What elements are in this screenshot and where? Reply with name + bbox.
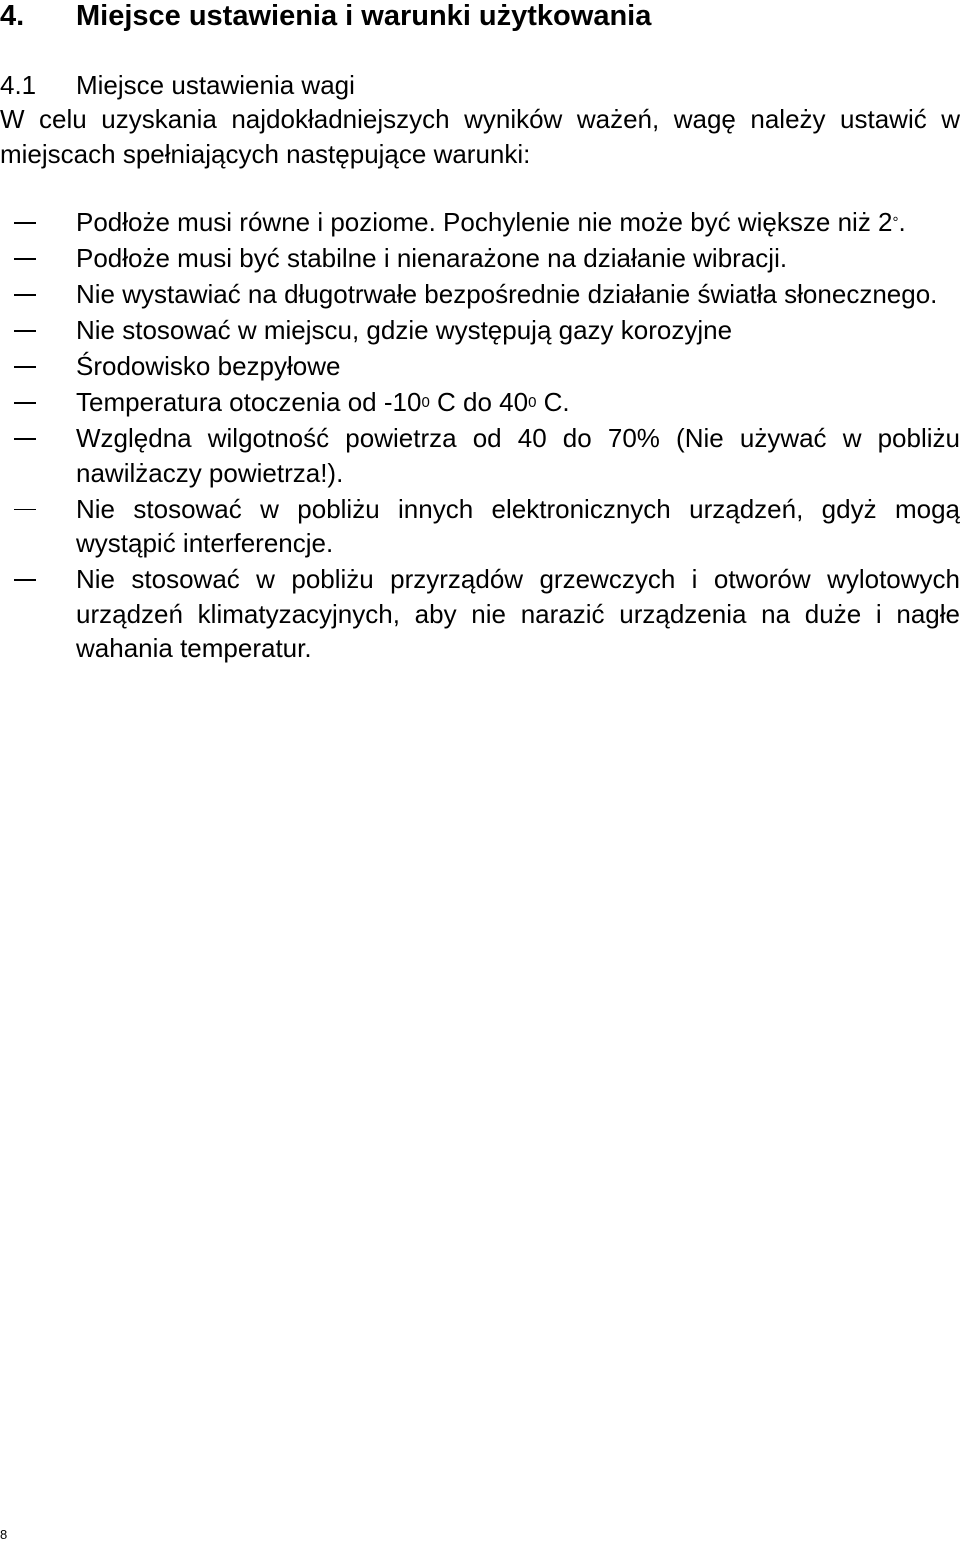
list-item-text: Nie stosować w miejscu, gdzie występują gazy korozyjne — [76, 315, 733, 345]
superscript: 0 — [421, 394, 430, 411]
section-heading — [0, 0, 960, 32]
list-item — [0, 277, 960, 312]
list-item-text: Względna wilgotność powietrza od 40 do 70% (Nie używać w pobliżu nawilżaczy powietrza!). — [76, 423, 960, 488]
list-item-text: Temperatura otoczenia od $-10^0$ C do $40^0$ C. — [76, 387, 570, 417]
dash-bullet-icon — [14, 366, 36, 368]
subsection-heading — [0, 68, 355, 102]
list-item-text: Podłoże musi być stabilne i nienarażone na działanie wibracji. — [76, 243, 788, 273]
list-item-text: Nie stosować w pobliżu innych elektronicznych urządzeń, gdyż mogą wystąpić interferencje. — [76, 493, 960, 558]
intro-paragraph: W celu uzyskania najdokładniejszych wyników ważeń, wagę należy ustawić w miejscach spełniających następujące warunki: — [0, 104, 960, 169]
list-item — [0, 349, 960, 384]
conditions-list — [0, 205, 960, 667]
list-item-text: Środowisko bezpyłowe — [76, 351, 341, 381]
list-item-text: Nie stosować w pobliżu przyrządów grzewczych i otworów wylotowych urządzeń klimatyzacyjnych, aby nie narazić urządzenia na duże i nagłe wahania temperatur. — [76, 564, 960, 663]
dash-bullet-icon — [14, 222, 36, 224]
subsection-number: 4.1 — [0, 70, 37, 100]
dash-bullet-icon — [14, 509, 36, 511]
dash-bullet-icon — [14, 579, 36, 581]
list-item — [0, 241, 960, 276]
list-item-text: Podłoże musi równe i poziome. Pochylenie nie może być większe niż 2°. — [76, 207, 906, 237]
section-title: Miejsce ustawienia i warunki użytkowania — [76, 0, 652, 32]
dash-bullet-icon — [14, 258, 36, 260]
page-number: 8 — [0, 1527, 8, 1542]
dash-bullet-icon — [14, 294, 36, 296]
list-item-text: Nie wystawiać na długotrwałe bezpośrednie działanie światła słonecznego. — [76, 279, 938, 309]
list-item — [0, 385, 960, 420]
subsection-title: Miejsce ustawienia wagi — [76, 70, 355, 100]
dash-bullet-icon — [14, 438, 36, 440]
dash-bullet-icon — [14, 402, 36, 404]
list-item — [0, 421, 960, 490]
list-item — [0, 205, 960, 240]
list-item — [0, 492, 960, 561]
list-item — [0, 313, 960, 348]
dash-bullet-icon — [14, 330, 36, 332]
section-number: 4. — [0, 0, 25, 32]
list-item — [0, 562, 960, 666]
superscript: 0 — [528, 394, 537, 411]
degree-sign: ° — [892, 214, 899, 231]
